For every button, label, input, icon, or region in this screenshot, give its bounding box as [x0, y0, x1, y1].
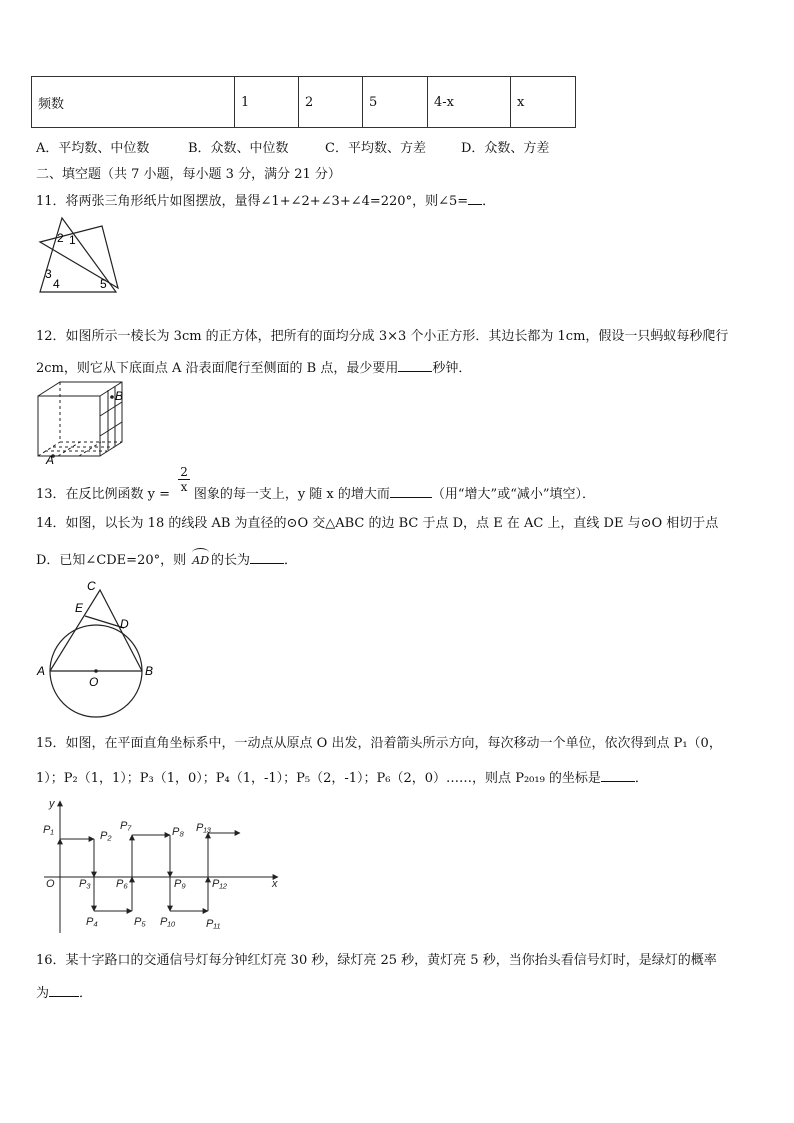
- question-12-line-1: 12．如图所示一棱长为 3cm 的正方体，把所有的面均分成 3×3 个小正方形．其边长都为 1cm，假设一只蚂蚁每秒爬行: [36, 329, 729, 344]
- axis-label-x: x: [272, 878, 278, 890]
- point-label: P₅: [134, 916, 146, 928]
- point-label: P₆: [116, 878, 128, 890]
- point-label: B: [115, 389, 124, 403]
- point-label: P₄: [86, 916, 98, 928]
- question-text: 为: [36, 986, 50, 1001]
- question-text: D．已知∠CDE=20°，则: [36, 553, 187, 568]
- option-d: D．众数、方差: [461, 141, 550, 156]
- fraction-denominator: x: [180, 480, 188, 494]
- point-label: P₁₂: [212, 878, 228, 890]
- point-label: P₇: [120, 820, 132, 832]
- point-label: P₁₁: [206, 918, 221, 930]
- arc-ad: [192, 554, 209, 567]
- answer-blank: [49, 984, 79, 997]
- question-text-end: ．: [482, 194, 496, 209]
- point-label: P₈: [172, 826, 184, 838]
- point-label: E: [75, 601, 84, 615]
- point-label: P₃: [79, 878, 91, 890]
- table-cell: 1: [235, 77, 299, 128]
- angle-label: 3: [45, 267, 52, 281]
- q12-cube-figure: [36, 380, 126, 464]
- angle-label: 1: [69, 233, 76, 247]
- answer-blank: [398, 359, 432, 372]
- answer-blank: [250, 551, 284, 564]
- question-15-line-2: [36, 767, 648, 786]
- angle-label: 4: [53, 277, 60, 291]
- question-text: 的长为: [211, 553, 251, 568]
- point-label: A: [37, 664, 46, 678]
- point-label: B: [145, 664, 154, 678]
- point-label: O: [89, 675, 99, 689]
- point-label: P₂: [100, 830, 112, 842]
- answer-blank: [468, 192, 482, 205]
- question-text: 13．在反比例函数 y =: [36, 487, 171, 502]
- question-text-end: ．: [634, 771, 648, 786]
- fraction: [178, 465, 190, 494]
- angle-label: 5: [100, 277, 107, 291]
- section-title: 二、填空题（共 7 小题，每小题 3 分，满分 21 分）: [36, 167, 341, 182]
- q11-triangles-figure: [36, 214, 124, 294]
- point-label: A: [46, 453, 55, 464]
- point-label: P₁: [43, 824, 54, 836]
- frequency-table: [31, 76, 576, 128]
- answer-blank: [390, 485, 432, 498]
- question-text-end: ．: [284, 553, 298, 568]
- question-15-line-1: 15．如图，在平面直角坐标系中，一动点从原点 O 出发，沿着箭头所示方向，每次移动一个单位，依次得到点 P₁（0，: [36, 736, 722, 751]
- q15-path-figure: [36, 795, 286, 935]
- question-11: [36, 190, 495, 209]
- point-label: D: [120, 617, 129, 631]
- axis-label-y: y: [49, 798, 55, 810]
- answer-blank: [601, 769, 635, 782]
- table-cell: 5: [363, 77, 428, 128]
- arc-symbol: [192, 548, 209, 557]
- angle-label: 2: [57, 231, 64, 245]
- table-cell: 2: [299, 77, 363, 128]
- question-16-line-2: [36, 982, 92, 1001]
- question-text-end: 秒钟．: [432, 361, 472, 376]
- question-text-end: （用“增大”或“减小”填空）．: [431, 487, 595, 502]
- question-13: [36, 465, 595, 501]
- point-b: [110, 395, 114, 399]
- origin-label: O: [46, 878, 55, 890]
- table-cell: 频数: [32, 77, 235, 128]
- point-label: P₁₀: [160, 916, 176, 928]
- question-16-line-1: 16．某十字路口的交通信号灯每分钟红灯亮 30 秒，绿灯亮 25 秒，黄灯亮 5 秒，当你抬头看信号灯时，是绿灯的概率: [36, 953, 717, 968]
- fraction-numerator: 2: [180, 465, 188, 479]
- option-c: C．平均数、方差: [325, 141, 426, 156]
- question-text: 11．将两张三角形纸片如图摆放，量得∠1+∠2+∠3+∠4=220°，则∠5=: [36, 194, 469, 209]
- question-14-line-2: [36, 549, 297, 568]
- q14-circle-figure: [34, 576, 160, 722]
- center-o: [94, 669, 98, 673]
- table-cell: x: [511, 77, 576, 128]
- option-b: B．众数、中位数: [188, 141, 289, 156]
- question-text-end: ．: [79, 986, 93, 1001]
- arc-label: AD: [192, 554, 210, 567]
- table-row: [32, 77, 576, 128]
- point-label: P₉: [174, 878, 186, 890]
- point-label: C: [87, 579, 96, 593]
- table-cell: 4-x: [428, 77, 511, 128]
- point-label: P₁₃: [196, 822, 212, 834]
- question-12-line-2: [36, 357, 471, 376]
- question-text: 2cm，则它从下底面点 A 沿表面爬行至侧面的 B 点，最少要用: [36, 361, 399, 376]
- movement-path: [60, 833, 240, 911]
- question-14-line-1: 14．如图，以长为 18 的线段 AB 为直径的⊙O 交△ABC 的边 BC 于点 D，点 E 在 AC 上，直线 DE 与⊙O 相切于点: [36, 516, 719, 531]
- question-text: 图象的每一支上，y 随 x 的增大而: [193, 487, 390, 502]
- option-a: A．平均数、中位数: [36, 141, 150, 156]
- question-text: 1）；P₂（1，1）；P₃（1，0）；P₄（1，-1）；P₅（2，-1）；P₆（2，0）……，则点 P₂₀₁₉ 的坐标是: [36, 771, 601, 786]
